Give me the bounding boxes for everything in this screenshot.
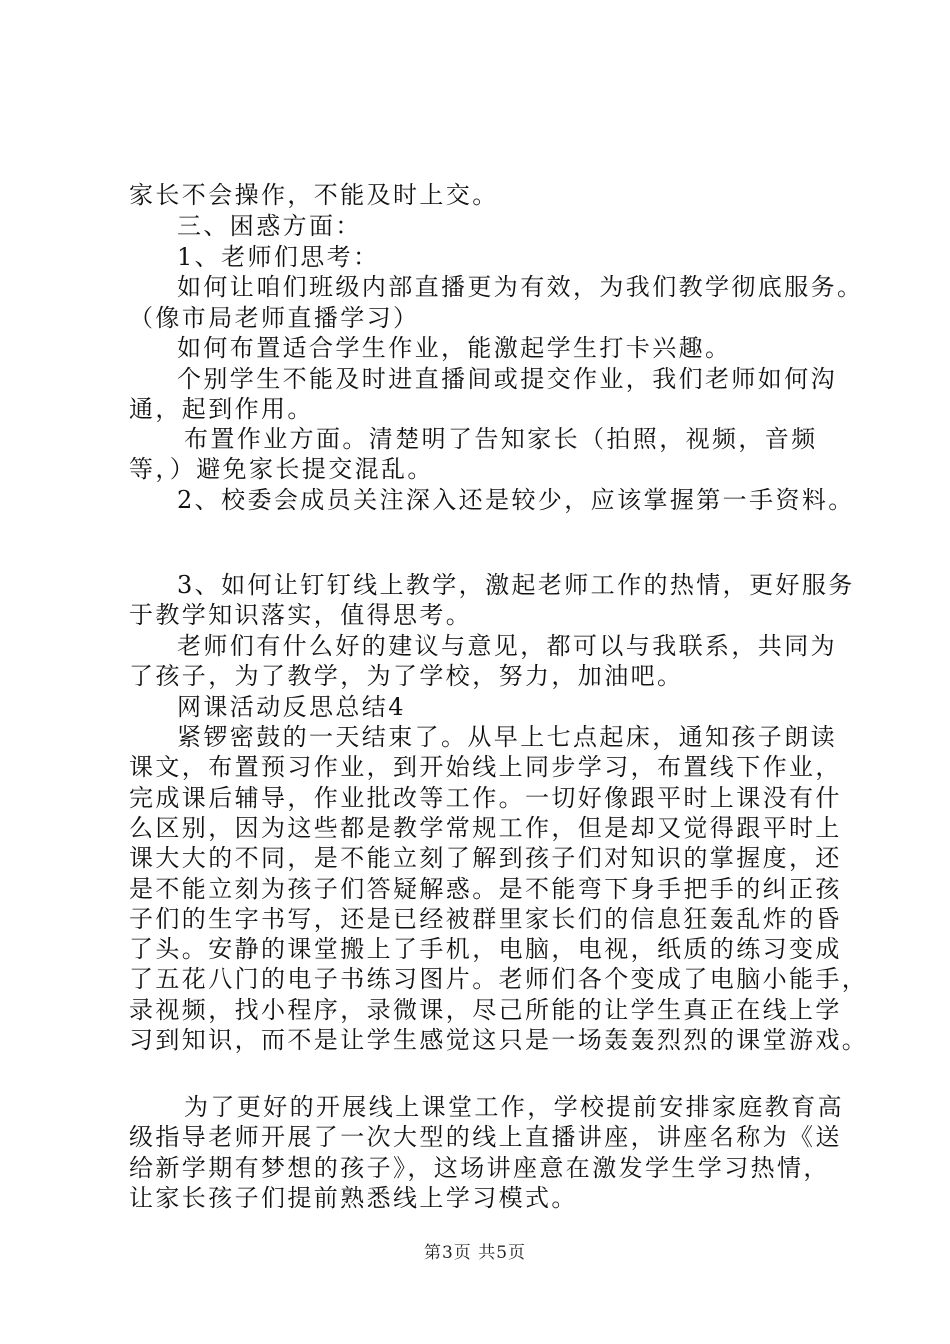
page-footer: 第3页 共5页 [423, 1243, 527, 1263]
text-line: 紧锣密鼓的一天结束了。从早上七点起床，通知孩子朗读 [177, 723, 837, 751]
text-line: 了头。安静的课堂搬上了手机，电脑，电视，纸质的练习变成 [129, 935, 842, 963]
text-line: 如何布置适合学生作业，能激起学生打卡兴趣。 [177, 334, 732, 362]
text-line: 么区别，因为这些都是教学常规工作，但是却又觉得跟平时上 [129, 814, 842, 842]
text-line: 子们的生字书写，还是已经被群里家长们的信息狂轰乱炸的昏 [129, 905, 842, 933]
text-line: 于教学知识落实，值得思考。 [129, 601, 473, 629]
text-line: 录视频，找小程序，录微课，尽己所能的让学生真正在线上学 [129, 996, 842, 1024]
text-line: 级指导老师开展了一次大型的线上直播讲座，讲座名称为《送 [129, 1123, 842, 1151]
section-heading: 网课活动反思总结4 [177, 693, 406, 721]
text-line: 让家长孩子们提前熟悉线上学习模式。 [129, 1184, 578, 1212]
text-line: 习到知识，而不是让学生感觉这只是一场轰轰烈烈的课堂游戏。 [129, 1026, 869, 1054]
text-line: 为了更好的开展线上课堂工作，学校提前安排家庭教育高 [184, 1093, 844, 1121]
text-line: 布置作业方面。清楚明了告知家长（拍照，视频，音频 [184, 425, 818, 453]
text-line: 如何让咱们班级内部直播更为有效，为我们教学彻底服务。 [177, 273, 864, 301]
text-line: 课大大的不同，是不能立刻了解到孩子们对知识的掌握度，还 [129, 844, 842, 872]
text-line: 通，起到作用。 [129, 395, 314, 423]
text-line: 课文，布置预习作业，到开始线上同步学习，布置线下作业， [129, 753, 842, 781]
text-line: 1、老师们思考： [177, 243, 380, 271]
text-line: 三、困惑方面： [177, 212, 362, 240]
text-line: 个别学生不能及时进直播间或提交作业，我们老师如何沟 [177, 365, 837, 393]
text-line: 完成课后辅导，作业批改等工作。一切好像跟平时上课没有什 [129, 784, 842, 812]
text-line: （像市局老师直播学习） [129, 304, 420, 332]
text-line: 3、如何让钉钉线上教学，激起老师工作的热情，更好服务 [177, 571, 855, 599]
text-line: 了孩子，为了教学，为了学校，努力，加油吧。 [129, 662, 684, 690]
text-line: 是不能立刻为孩子们答疑解惑。是不能弯下身手把手的纠正孩 [129, 875, 842, 903]
text-line: 了五花八门的电子书练习图片。老师们各个变成了电脑小能手， [129, 965, 869, 993]
text-line: 给新学期有梦想的孩子》，这场讲座意在激发学生学习热情， [129, 1154, 830, 1182]
text-line: 家长不会操作，不能及时上交。 [129, 181, 499, 209]
text-line: 老师们有什么好的建议与意见，都可以与我联系，共同为 [177, 632, 837, 660]
text-line: 等，）避免家长提交混乱。 [129, 455, 434, 483]
text-line: 2、校委会成员关注深入还是较少，应该掌握第一手资料。 [177, 486, 855, 514]
